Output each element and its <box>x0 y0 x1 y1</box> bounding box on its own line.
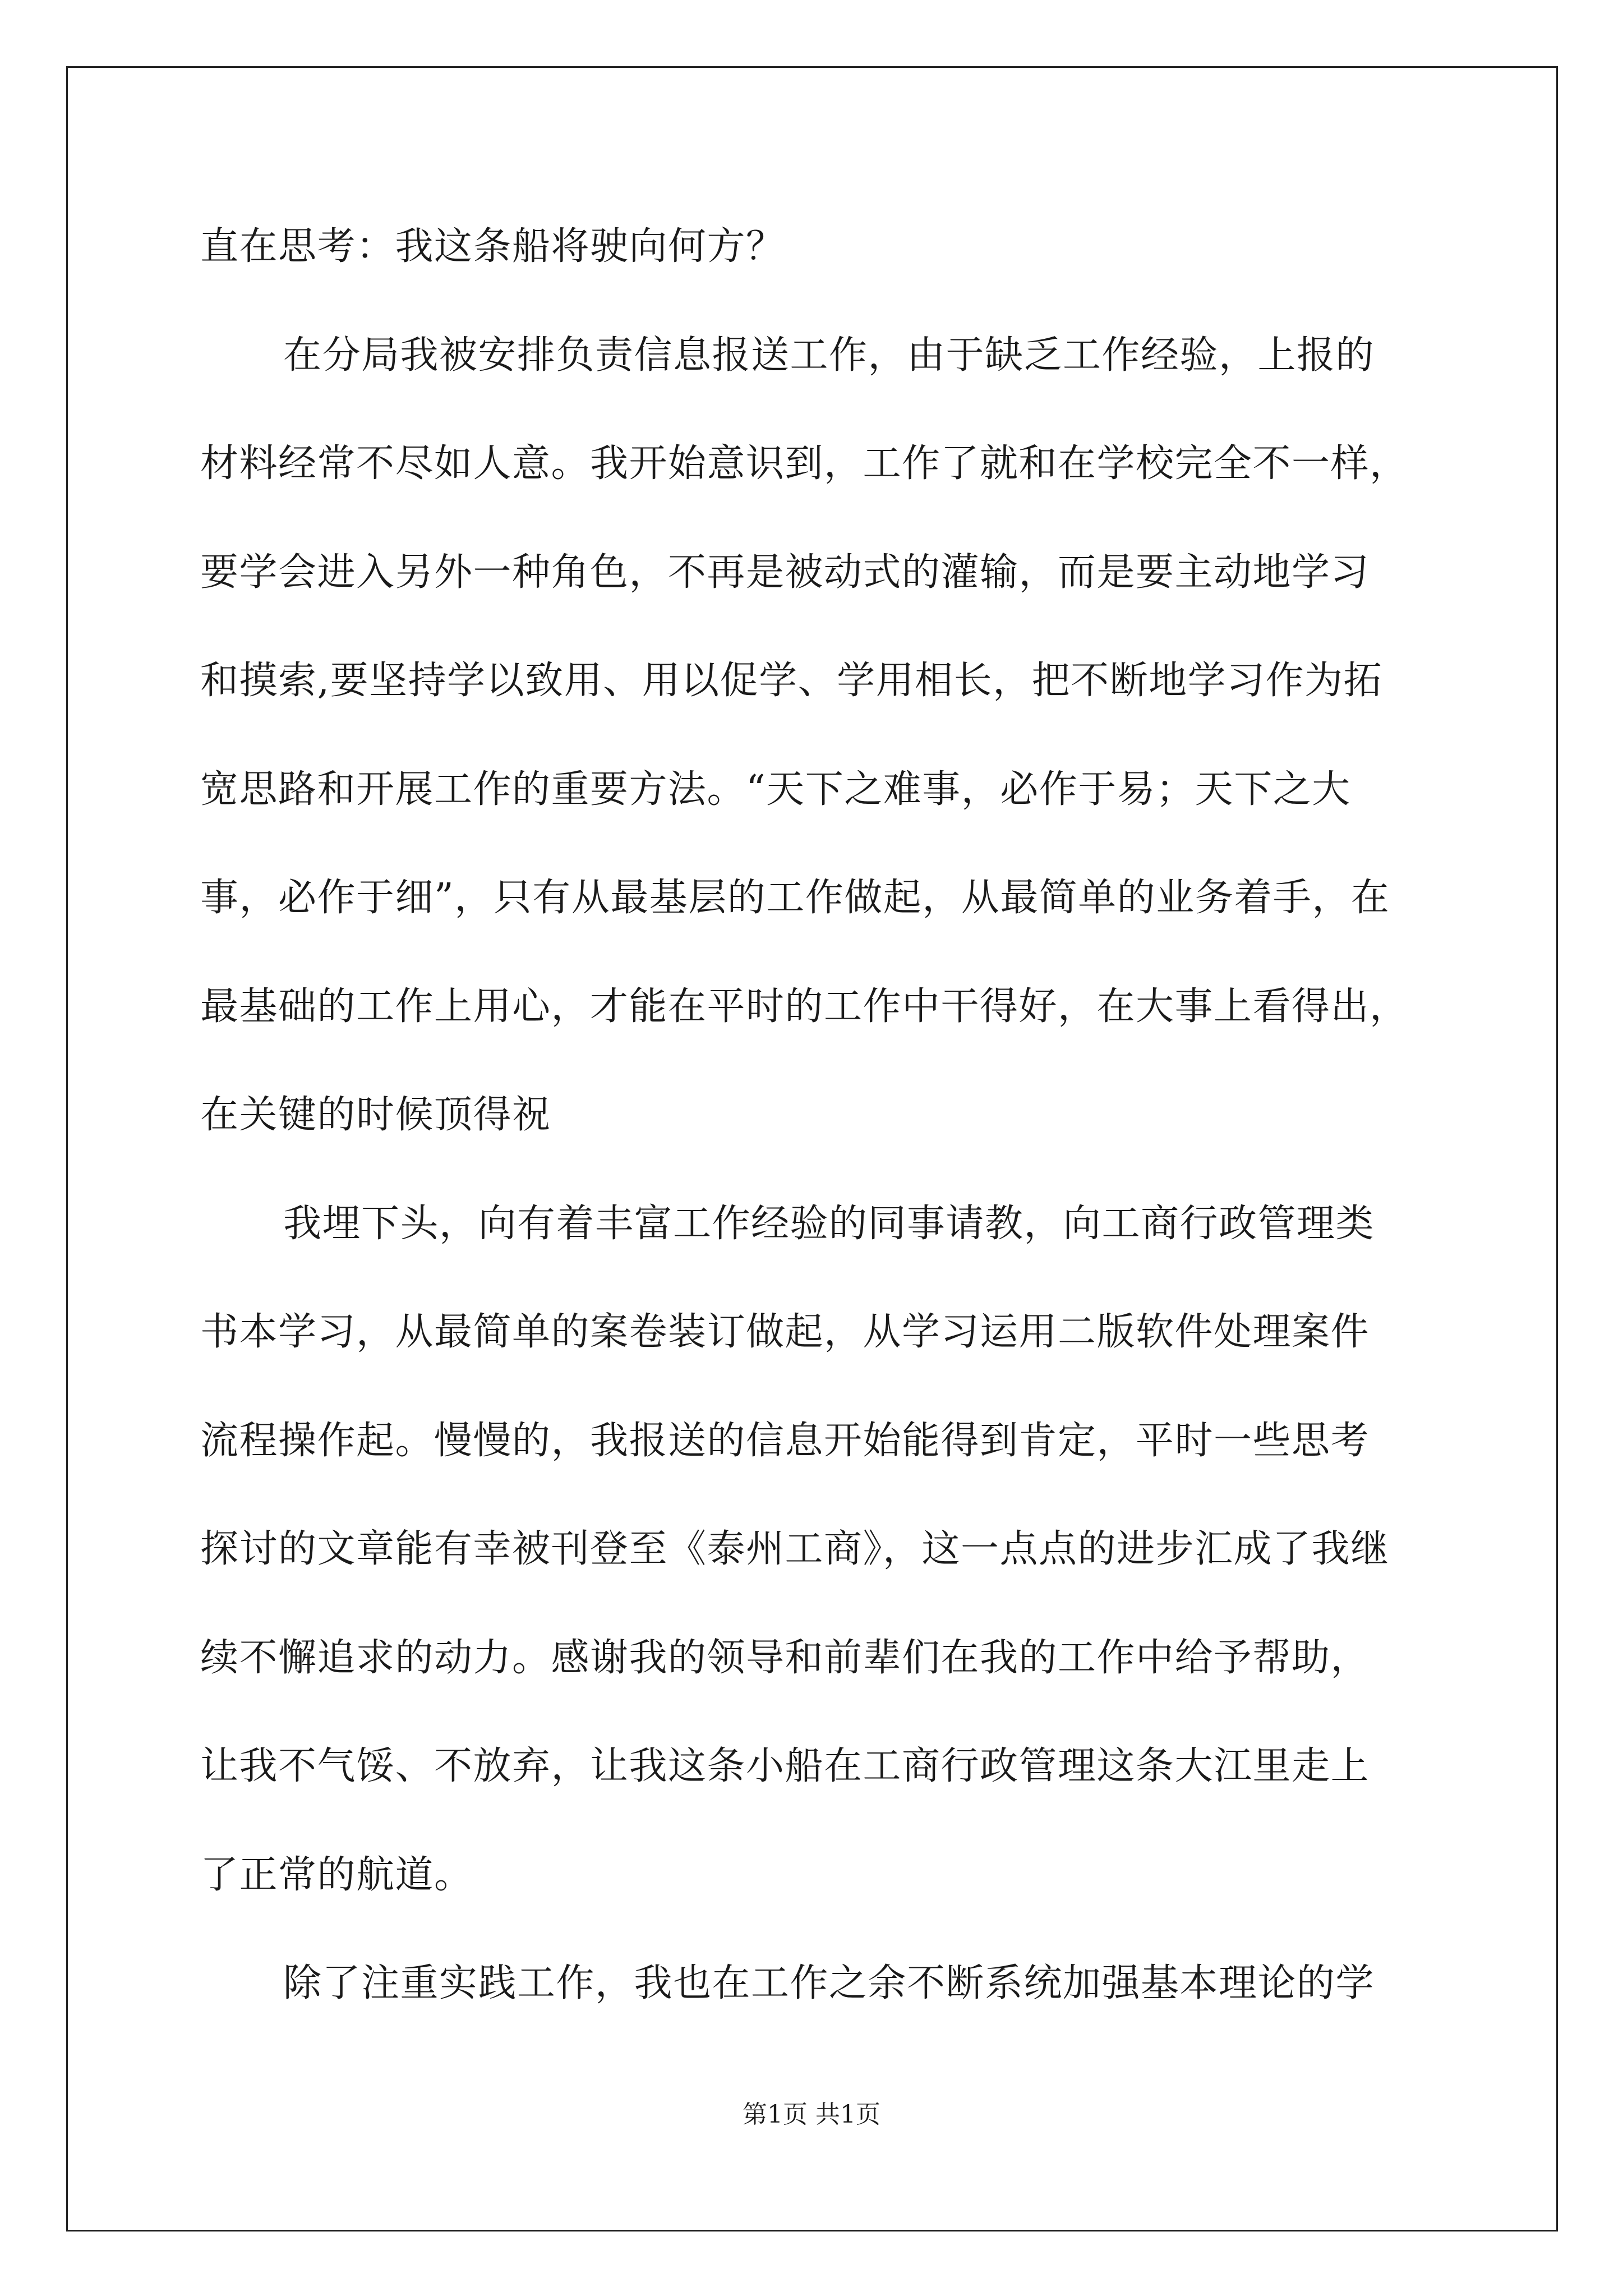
page-footer: 第1页 共1页 <box>743 2100 880 2129</box>
text-line: 在关键的时候顶得祝 <box>200 1093 551 1137</box>
text-line: 书本学习，从最简单的案卷装订做起，从学习运用二版软件处理案件 <box>200 1310 1370 1354</box>
text-line: 在分局我被安排负责信息报送工作，由于缺乏工作经验，上报的 <box>283 333 1375 378</box>
text-line: 了正常的航道。 <box>200 1852 473 1897</box>
text-line: 流程操作起。慢慢的，我报送的信息开始能得到肯定，平时一些思考 <box>200 1418 1370 1463</box>
text-line: 除了注重实践工作，我也在工作之余不断系统加强基本理论的学 <box>283 1961 1375 2005</box>
text-line: 续不懈追求的动力。感谢我的领导和前辈们在我的工作中给予帮助， <box>200 1635 1370 1680</box>
text-line: 和摸索,要坚持学以致用、用以促学、学用相长，把不断地学习作为拓 <box>200 659 1383 703</box>
text-line: 我埋下头，向有着丰富工作经验的同事请教，向工商行政管理类 <box>283 1201 1375 1246</box>
text-line: 宽思路和开展工作的重要方法。“天下之难事，必作于易；天下之大 <box>200 767 1351 812</box>
text-line: 事，必作于细”，只有从最基层的工作做起，从最简单的业务着手，在 <box>200 876 1390 920</box>
text-line: 最基础的工作上用心，才能在平时的工作中干得好，在大事上看得出， <box>200 984 1409 1029</box>
text-line: 探讨的文章能有幸被刊登至《泰州工商》，这一点点的进步汇成了我继 <box>200 1527 1390 1571</box>
text-line: 材料经常不尽如人意。我开始意识到，工作了就和在学校完全不一样， <box>200 441 1409 486</box>
document-body <box>200 219 1409 2064</box>
text-line: 要学会进入另外一种角色，不再是被动式的灌输，而是要主动地学习 <box>200 550 1370 595</box>
text-line: 直在思考：我这条船将驶向何方？ <box>200 224 785 269</box>
text-line: 让我不气馁、不放弃，让我这条小船在工商行政管理这条大江里走上 <box>200 1744 1370 1788</box>
